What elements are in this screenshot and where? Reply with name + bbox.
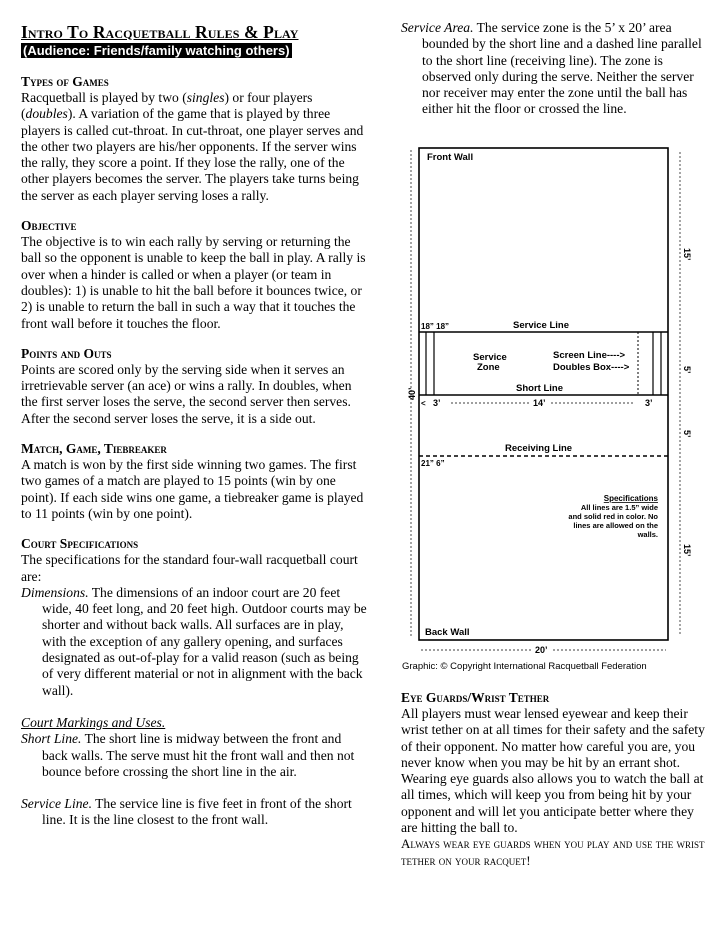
- objective-heading: Objective: [21, 218, 77, 234]
- spec-2: and solid red in color. No: [568, 512, 658, 521]
- dim-3-left: 3’: [433, 398, 441, 408]
- match-heading: Match, Game, Tiebreaker: [21, 441, 167, 457]
- eye-heading: Eye Guards/Wrist Tether: [401, 690, 550, 705]
- dim-15-bottom: 15’: [682, 544, 692, 557]
- dim-5-a: 5’: [682, 366, 692, 374]
- audience-banner: (Audience: Friends/family watching others): [23, 43, 290, 58]
- points-heading: Points and Outs: [21, 345, 112, 361]
- service-area-text: Service Area. The service zone is the 5’ x 20’ area bounded by the short line and a dashed line parallel to the short line (receiving line). The zone is observed only during the serve. Neither the server nor receiver may enter the zone until the ball has either hit the floor or crossed the line.: [401, 20, 702, 117]
- dim-3-right: 3’: [645, 398, 653, 408]
- types-text: Racquetball is played by two (singles) or four players (doubles). A variation of the game that is played by three players is called cut-throat. In cut-throat, one player serves and the other two players are his/her opponents. If the server wins the rally, they score a point. If they lose the rally, one of the other players becomes the server. The players take turns being the server as each player serving loses a rally.: [21, 90, 364, 203]
- page-title: Intro To Racquetball Rules & Play: [21, 22, 299, 42]
- dim-40: 40’: [407, 387, 417, 400]
- match-text: A match is won by the first side winning two games. The first two games of a match are played to 15 points (win by one point). If each side wins one game, a tiebreaker game is played to 11 points (win by one point).: [21, 457, 364, 521]
- back-wall-label: Back Wall: [425, 627, 470, 638]
- markings-heading: Court Markings and Uses.: [21, 714, 166, 730]
- court-intro: The specifications for the standard four-wall racquetball court are:: [21, 552, 358, 584]
- spec-title: Specifications: [603, 494, 658, 503]
- left-column: [21, 0, 369, 829]
- box-width-label: 18” 18”: [421, 322, 450, 331]
- spec-3: lines are allowed on the: [573, 521, 658, 530]
- dimensions-text: Dimensions. The dimensions of an indoor court are 20 feet wide, 40 feet long, and 20 feet high. Outdoor courts may be shorter and without back walls. All surfaces are in play, with the exception of any gallery opening, and surfaces designated as out-of-play for a valid reason (such as being of very different material or not in alignment with the back wall).: [21, 584, 367, 698]
- court-outline: [419, 148, 668, 640]
- graphic-caption: Graphic: © Copyright International Racquetball Federation: [402, 661, 647, 672]
- types-heading: Types of Games: [21, 74, 109, 89]
- dim-20: 20’: [535, 645, 548, 655]
- dim-3-left-arrow: <: [421, 399, 426, 408]
- eye-caps: Always wear eye guards when you play and use the wrist tether on your racquet!: [401, 836, 705, 868]
- front-wall-label: Front Wall: [427, 152, 474, 163]
- court-diagram: [401, 140, 701, 680]
- eye-text: All players must wear lensed eyewear and keep their wrist tether on at all times for their safety and the safety of their opponent. No matter how careful you are, you never know when you may be hit by an errant shot. Wearing eye guards also allows you to watch the ball at all times, which will keep you from being hit by your opponent and will let you anticipate better where they are hitting the ball to.: [401, 706, 705, 836]
- service-zone-label-2: Zone: [477, 362, 500, 373]
- service-line-text: Service Line. The service line is five feet in front of the short line. It is the line closest to the front wall.: [21, 796, 352, 828]
- screen-line-label: Screen Line---->: [553, 350, 626, 361]
- short-line-label: Short Line: [516, 383, 563, 394]
- points-text: Points are scored only by the serving side when it serves an irretrievable server (an ace) or wins a rally. In doubles, when the first server loses the serve, the second server then serves. After the second server loses the serve, it is a side out.: [21, 361, 352, 426]
- spec-4: walls.: [637, 530, 658, 539]
- receiving-line-label: Receiving Line: [505, 443, 573, 454]
- dim-15-top: 15’: [682, 248, 692, 261]
- objective-text: The objective is to win each rally by serving or returning the ball so the opponent is unable to keep the ball in play. A rally is over when a hinder is called or when a player (or team in doubles): 1) is unable to hit the ball before it bounces twice, or 2) is unable to return the ball in such a way that it touches the front wall before it touches the floor.: [21, 234, 366, 331]
- court-heading: Court Specifications: [21, 536, 139, 552]
- dim-5-b: 5’: [682, 430, 692, 438]
- service-line-label: Service Line: [513, 320, 569, 331]
- short-line-text: Short Line. The short line is midway between the front and back walls. The serve must hit the front wall and then not bounce before crossing the short line in the air.: [21, 731, 355, 779]
- spec-1: All lines are 1.5” wide: [580, 503, 658, 512]
- right-column: [401, 0, 704, 118]
- dim-14: 14’: [533, 398, 546, 408]
- receiving-dist-label: 21” 6”: [421, 459, 445, 468]
- doubles-box-label: Doubles Box---->: [553, 362, 630, 373]
- service-zone-label-1: Service: [473, 352, 507, 363]
- eye-guards-section: [401, 690, 705, 869]
